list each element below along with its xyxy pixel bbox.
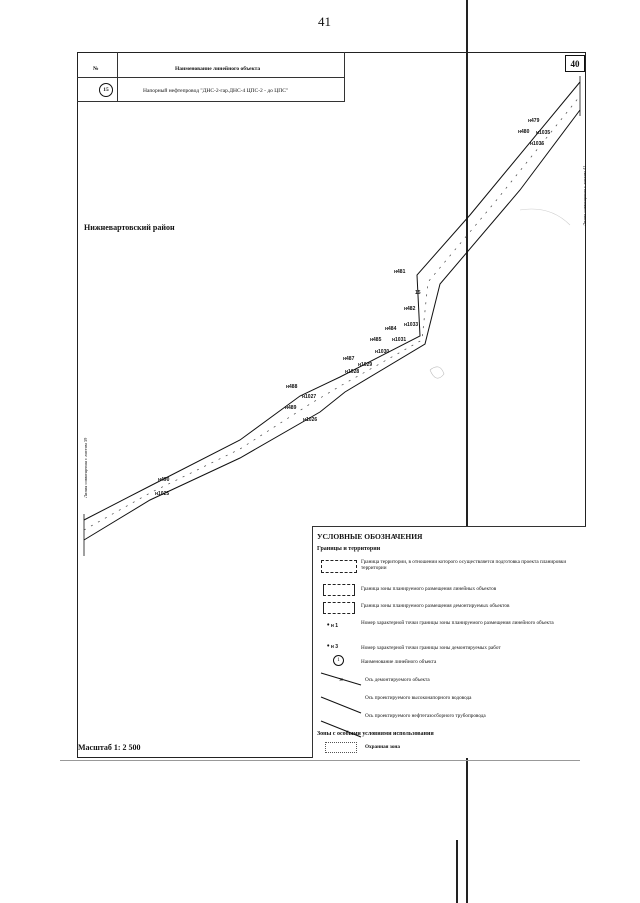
corridor-lower-boundary (84, 110, 580, 540)
point-number-symbol: • н 1 (327, 622, 339, 629)
demolition-point-symbol-label: н 3 (330, 644, 339, 650)
legend-section-boundaries: Границы и территории (317, 546, 381, 552)
map-point-label: н1030 (375, 349, 390, 355)
map-point-label: н484 (385, 326, 397, 332)
legend-item-demolition-zone: Граница зоны планируемого размещения демонтируемых объектов (361, 603, 510, 609)
map-point-label: н1027 (302, 394, 317, 400)
page-number: 41 (318, 14, 331, 29)
map-point-label: н1031 (392, 337, 407, 343)
map-point-label: н485 (370, 337, 382, 343)
map-point-label: 15 (415, 290, 421, 296)
header-name-title: Наименование линейного объекта (175, 66, 261, 72)
legend-item-territory: Граница территории, в отношении которого осуществляется подготовка проекта планировки территории (361, 559, 567, 572)
background-feature (520, 209, 570, 225)
legend-item-demolition-axis: Ось демонтируемого объекта (365, 677, 430, 683)
object-number-symbol-label: 1 (337, 658, 340, 663)
map-legend (312, 526, 586, 758)
map-point-label: н1026 (303, 417, 318, 423)
match-line-note-left: Линия совмещения с листом 39 (83, 437, 88, 498)
map-point-label: н1028 (345, 369, 360, 375)
corridor-center-axis (84, 96, 580, 530)
legend-item-oil-pipe-axis: Ось проектируемого нефтегазосборного трубопровода (365, 713, 486, 719)
corridor-upper-boundary (84, 82, 580, 520)
point-number-symbol-label: н 1 (330, 623, 339, 629)
map-point-label: н1025 (155, 491, 170, 497)
map-point-label: н489 (285, 405, 297, 411)
map-point-label: н479 (528, 118, 540, 124)
object-number: 15 (103, 87, 109, 93)
water-pipe-axis-symbol (321, 697, 361, 713)
map-point-label: н480 (518, 129, 530, 135)
map-point-label: н1029 (358, 362, 373, 368)
district-label: Нижневартовский район (84, 223, 175, 232)
map-point-label: н482 (404, 306, 416, 312)
map-point-label: н1036 (530, 141, 545, 147)
map-point-label: н490 (158, 477, 170, 483)
territory-boundary-symbol (321, 560, 357, 573)
protection-zone-symbol (325, 742, 357, 753)
legend-item-point-number: Номер характерной точки границы зоны планируемого размещения линейного объекта (361, 620, 554, 626)
object-name: Напорный нефтепровод "ДНС-2-гар.ДНС-4 ЦПС-2 - до ЦПС" (143, 88, 289, 94)
demolition-axis-marker: × (339, 677, 344, 684)
header-number-title: № (93, 66, 99, 72)
legend-item-linear-zone: Граница зоны планируемого размещения линейных объектов (361, 586, 497, 592)
legend-item-demolition-point: Номер характерной точки границы зоны демонтируемых работ (361, 645, 501, 651)
match-line-note-right: Линия совмещения с листом 41 (582, 165, 587, 226)
legend-section-zones: Зоны с особыми условиями использования (317, 731, 434, 737)
linear-zone-symbol (323, 584, 355, 596)
map-point-label: н488 (286, 384, 298, 390)
map-point-label: н481 (394, 269, 406, 275)
legend-item-object-name: Наименование линейного объекта (361, 659, 437, 665)
map-point-label: н1035 (536, 130, 551, 136)
object-number-symbol (333, 655, 344, 666)
legend-item-protection-zone: Охранная зона (365, 744, 401, 750)
map-point-label: н1033 (404, 322, 419, 328)
legend-item-water-pipe-axis: Ось проектируемого высоконапорного водовода (365, 695, 472, 701)
legend-title: УСЛОВНЫЕ ОБОЗНАЧЕНИЯ (317, 532, 423, 541)
scale-label: Масштаб 1: 2 500 (78, 743, 141, 752)
sheet-number-badge: 40 (565, 55, 585, 72)
demolition-zone-symbol (323, 602, 355, 614)
map-point-label: н487 (343, 356, 355, 362)
demolition-point-symbol: • н 3 (327, 643, 339, 650)
background-feature (430, 367, 444, 378)
